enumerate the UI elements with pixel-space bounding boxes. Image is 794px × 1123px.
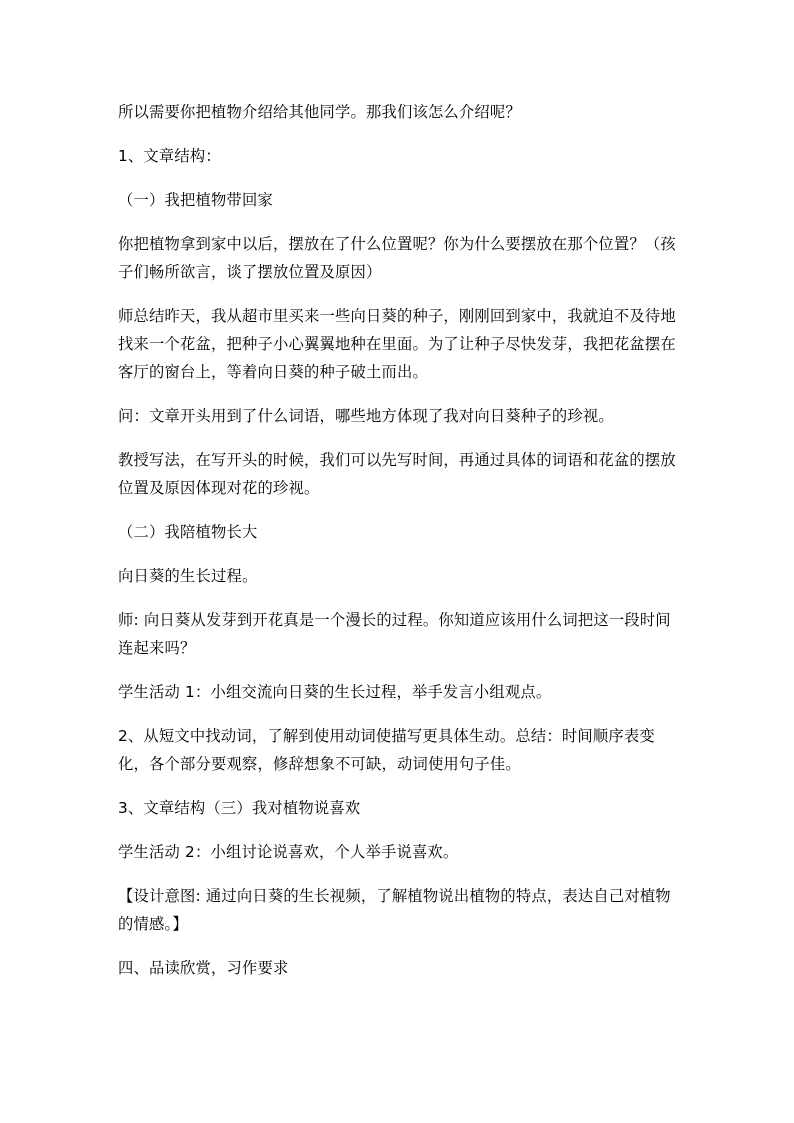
paragraph-student-activity-2: 学生活动 2：小组讨论说喜欢，个人举手说喜欢。 [118, 843, 459, 861]
paragraph-intro: 所以需要你把植物介绍给其他同学。那我们该怎么介绍呢？ [118, 103, 521, 121]
paragraph-student-activity-1: 学生活动 1：小组交流向日葵的生长过程，举手发言小组观点。 [118, 683, 552, 701]
paragraph-question-placement: 你把植物拿到家中以后，摆放在了什么位置呢？你为什么要摆放在那个位置？（孩子们畅所欲言，谈了摆放位置及原因） [118, 235, 676, 281]
section-heading-3: 3、文章结构（三）我对植物说喜欢 [118, 799, 361, 817]
section-heading-4: 四、品读欣赏，习作要求 [118, 959, 289, 977]
paragraph-teacher-question: 师: 向日葵从发芽到开花真是一个漫长的过程。你知道应该用什么词把这一段时间连起来吗？ [118, 611, 671, 657]
paragraph-verbs-summary: 2、从短文中找动词，了解到使用动词使描写更具体生动。总结：时间顺序表变化，各个部分要观察，修辞想象不可缺，动词使用句子佳。 [118, 727, 655, 773]
paragraph-question-words: 问：文章开头用到了什么词语，哪些地方体现了我对向日葵种子的珍视。 [118, 407, 614, 425]
section-heading-2: （二）我陪植物长大 [118, 523, 258, 541]
paragraph-growth-process: 向日葵的生长过程。 [118, 567, 258, 585]
paragraph-design-intent: 【设计意图: 通过向日葵的生长视频，了解植物说出植物的特点，表达自己对植物的情感。】 [118, 887, 671, 933]
paragraph-structure-heading: 1、文章结构： [118, 147, 221, 165]
document-body [118, 98, 678, 998]
paragraph-writing-method: 教授写法，在写开头的时候，我们可以先写时间，再通过具体的词语和花盆的摆放位置及原因体现对花的珍视。 [118, 451, 676, 497]
section-heading-1: （一）我把植物带回家 [118, 191, 273, 209]
paragraph-teacher-summary: 师总结昨天，我从超市里买来一些向日葵的种子，刚刚回到家中，我就迫不及待地找来一个花盆，把种子小心翼翼地种在里面。为了让种子尽快发芽，我把花盆摆在客厅的窗台上，等着向日葵的种子破土而出。 [118, 307, 676, 381]
